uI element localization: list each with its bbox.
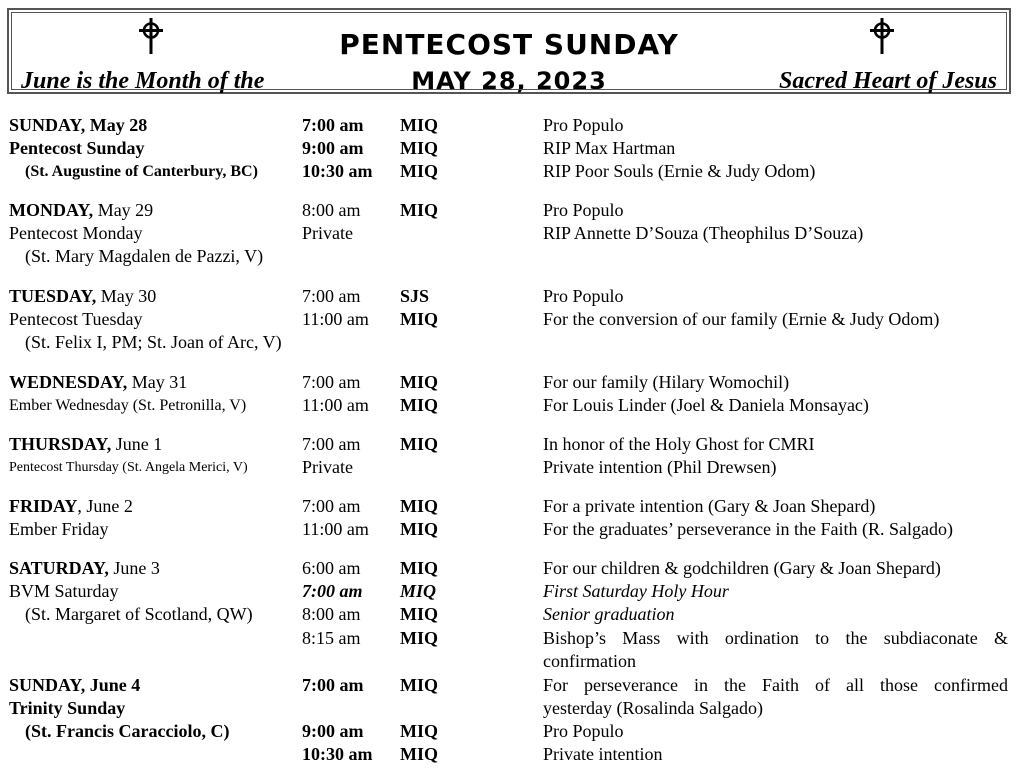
mass-intention: Pro Populo xyxy=(543,115,624,135)
mass-location: MIQ xyxy=(400,628,438,648)
feast-label: Pentecost Tuesday xyxy=(9,309,143,329)
mass-location: MIQ xyxy=(400,581,437,601)
feast-label: Pentecost Sunday xyxy=(9,138,145,158)
mass-intention: In honor of the Holy Ghost for CMRI xyxy=(543,434,815,454)
mass-location: MIQ xyxy=(400,138,438,158)
mass-location: MIQ xyxy=(400,309,438,329)
feast-label: Ember Wednesday (St. Petronilla, V) xyxy=(9,397,247,414)
feast-label: Pentecost Monday xyxy=(9,223,143,243)
schedule-row xyxy=(0,371,1024,394)
mass-intention: RIP Annette D’Souza (Theophilus D’Souza) xyxy=(543,223,864,243)
schedule-row xyxy=(0,603,1024,626)
mass-location: MIQ xyxy=(400,115,438,135)
mass-intention-continued: confirmation xyxy=(543,651,636,671)
saint-label: (St. Francis Caracciolo, C) xyxy=(25,721,230,741)
mass-time: 10:30 am xyxy=(302,161,373,181)
day-label: WEDNESDAY, May 31 xyxy=(9,372,188,392)
header-right-text: Sacred Heart of Jesus xyxy=(779,68,997,94)
schedule-row xyxy=(0,674,1024,697)
schedule-row xyxy=(0,331,1024,354)
mass-location: MIQ xyxy=(400,372,438,392)
schedule-row xyxy=(0,114,1024,137)
schedule-row xyxy=(0,308,1024,331)
mass-intention: Private intention xyxy=(543,744,663,764)
feast-label: Trinity Sunday xyxy=(9,698,126,718)
mass-time: 6:00 am xyxy=(302,558,361,578)
mass-intention: For a private intention (Gary & Joan Shepard) xyxy=(543,496,876,516)
saint-label: (St. Margaret of Scotland, QW) xyxy=(25,604,253,624)
feast-label: Ember Friday xyxy=(9,519,109,539)
mass-time: 7:00 am xyxy=(302,434,361,454)
mass-intention: Private intention (Phil Drewsen) xyxy=(543,457,777,477)
mass-location: MIQ xyxy=(400,161,438,181)
schedule-row xyxy=(0,557,1024,580)
mass-time: 9:00 am xyxy=(302,138,364,158)
mass-time: 8:00 am xyxy=(302,200,361,220)
mass-location: MIQ xyxy=(400,496,438,516)
schedule-row xyxy=(0,394,1024,417)
mass-time: 7:00 am xyxy=(302,496,361,516)
feast-label: BVM Saturday xyxy=(9,581,119,601)
mass-location: MIQ xyxy=(400,744,438,764)
day-label: SATURDAY, June 3 xyxy=(9,558,160,578)
mass-intention: For our children & godchildren (Gary & Joan Shepard) xyxy=(543,558,941,578)
schedule-row xyxy=(0,580,1024,603)
mass-location: MIQ xyxy=(400,519,438,539)
mass-time: 7:00 am xyxy=(302,286,361,306)
schedule-row xyxy=(0,495,1024,518)
page-title: PENTECOST SUNDAY xyxy=(339,28,679,61)
mass-location: MIQ xyxy=(400,675,438,695)
saint-label: (St. Augustine of Canterbury, BC) xyxy=(25,163,258,180)
saint-label: (St. Felix I, PM; St. Joan of Arc, V) xyxy=(25,332,282,352)
mass-location: MIQ xyxy=(400,434,438,454)
header-left-text: June is the Month of the xyxy=(21,68,265,94)
schedule-row xyxy=(0,518,1024,541)
mass-intention: Pro Populo xyxy=(543,286,624,306)
schedule-row xyxy=(0,199,1024,222)
mass-location: SJS xyxy=(400,286,430,306)
mass-location: MIQ xyxy=(400,558,438,578)
schedule-row xyxy=(0,222,1024,245)
mass-location: MIQ xyxy=(400,721,438,741)
schedule-row xyxy=(0,743,1024,766)
mass-intention: For perseverance in the Faith of all those confirmed xyxy=(543,675,1008,695)
day-label: SUNDAY, May 28 xyxy=(9,115,148,135)
schedule-row xyxy=(0,650,1024,673)
mass-time: 8:00 am xyxy=(302,604,361,624)
mass-time: 11:00 am xyxy=(302,309,369,329)
mass-intention: Bishop’s Mass with ordination to the subdiaconate & xyxy=(543,628,1008,648)
mass-time: 11:00 am xyxy=(302,519,369,539)
page-date: MAY 28, 2023 xyxy=(411,67,607,95)
schedule-row xyxy=(0,137,1024,160)
mass-intention: RIP Poor Souls (Ernie & Judy Odom) xyxy=(543,161,816,181)
schedule-row xyxy=(0,433,1024,456)
mass-time: 11:00 am xyxy=(302,395,369,415)
day-label: FRIDAY, June 2 xyxy=(9,496,133,516)
mass-intention: For the graduates’ perseverance in the Faith (R. Salgado) xyxy=(543,519,954,539)
schedule-row xyxy=(0,160,1024,183)
mass-time: 8:15 am xyxy=(302,628,361,648)
mass-intention: Pro Populo xyxy=(543,721,624,741)
mass-intention: Pro Populo xyxy=(543,200,624,220)
mass-time: 7:00 am xyxy=(302,675,364,695)
schedule-row xyxy=(0,720,1024,743)
mass-time: 10:30 am xyxy=(302,744,373,764)
day-label: THURSDAY, June 1 xyxy=(9,434,163,454)
schedule-row xyxy=(0,627,1024,650)
mass-time: 9:00 am xyxy=(302,721,364,741)
schedule-row xyxy=(0,697,1024,720)
mass-intention: First Saturday Holy Hour xyxy=(543,581,729,601)
mass-location: MIQ xyxy=(400,604,438,624)
mass-intention: For the conversion of our family (Ernie & Judy Odom) xyxy=(543,309,940,329)
mass-location: MIQ xyxy=(400,200,438,220)
mass-intention: For Louis Linder (Joel & Daniela Monsayac) xyxy=(543,395,869,415)
feast-label: Pentecost Thursday (St. Angela Merici, V) xyxy=(9,460,248,475)
schedule-row xyxy=(0,245,1024,268)
mass-time: 7:00 am xyxy=(302,581,363,601)
day-label: MONDAY, May 29 xyxy=(9,200,154,220)
mass-time: Private xyxy=(302,223,353,243)
mass-location: MIQ xyxy=(400,395,438,415)
schedule-row xyxy=(0,285,1024,308)
mass-intention: Senior graduation xyxy=(543,604,675,624)
mass-intention: For our family (Hilary Womochil) xyxy=(543,372,790,392)
day-label: TUESDAY, May 30 xyxy=(9,286,157,306)
mass-time: 7:00 am xyxy=(302,115,364,135)
saint-label: (St. Mary Magdalen de Pazzi, V) xyxy=(25,246,264,266)
mass-time: Private xyxy=(302,457,353,477)
mass-time: 7:00 am xyxy=(302,372,361,392)
day-label: SUNDAY, June 4 xyxy=(9,675,141,695)
mass-intention: RIP Max Hartman xyxy=(543,138,676,158)
mass-intention-continued: yesterday (Rosalinda Salgado) xyxy=(543,698,763,718)
schedule-row xyxy=(0,456,1024,479)
